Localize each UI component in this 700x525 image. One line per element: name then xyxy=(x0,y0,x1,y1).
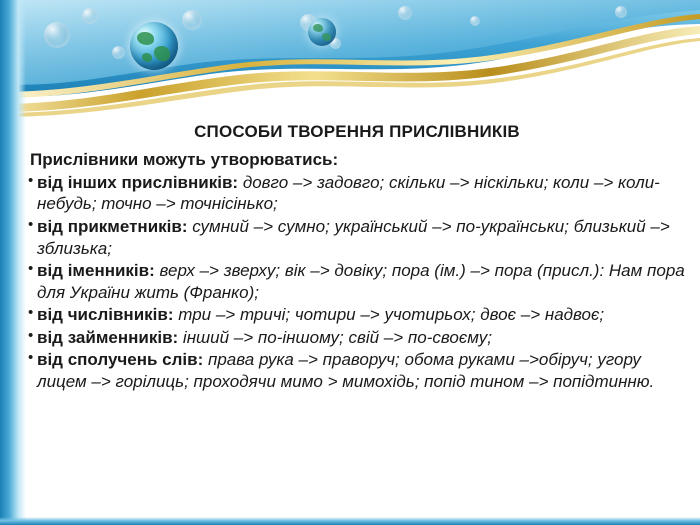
bullet-lead: від іменників: xyxy=(37,261,155,281)
decorative-header-band xyxy=(0,0,700,118)
globe-icon xyxy=(308,18,336,46)
list-item xyxy=(26,327,688,349)
slide-title: СПОСОБИ ТВОРЕННЯ ПРИСЛІВНИКІВ xyxy=(194,122,520,141)
left-decorative-edge xyxy=(0,0,26,525)
bullet-body: інший –> по-іншому; свій –> по-своєму; xyxy=(182,327,492,347)
list-item xyxy=(26,304,688,326)
list-item xyxy=(26,349,688,392)
bullet-body: права рука –> праворуч; обома руками –>обіруч; угору лицем –> горілиць; проходячи мимо > мимохідь; попід тином –> попідтинню. xyxy=(37,350,655,391)
list-item xyxy=(26,216,688,259)
bullet-lead: від сполучень слів: xyxy=(37,350,204,370)
header-wave-graphic xyxy=(0,0,700,118)
bullet-lead: від прикметників: xyxy=(37,216,188,236)
list-item xyxy=(26,172,688,215)
bullet-list xyxy=(26,172,688,393)
slide-content xyxy=(26,122,688,394)
bullet-body: три –> тричі; чотири –> учотирьох; двоє –> надвоє; xyxy=(178,305,605,325)
globe-icon xyxy=(130,22,178,70)
bullet-body: верх –> зверху; вік –> довіку; пора (ім.) –> пора (присл.): Нам пора для України жить (Франко); xyxy=(37,261,685,302)
bullet-lead: від числівників: xyxy=(37,305,174,325)
bullet-body: довго –> задовго; скільки –> ніскільки; коли –> коли-небудь; точно –> точнісінько; xyxy=(37,172,660,214)
bullet-body: сумний –> сумно; український –> по-українськи; близький –> зблизька; xyxy=(37,216,670,258)
bullet-lead: від інших прислівників: xyxy=(37,172,239,192)
bullet-lead: від займенників: xyxy=(37,327,179,347)
slide-lead-text: Прислівники можуть утворюватись: xyxy=(30,149,339,169)
bottom-decorative-edge xyxy=(0,517,700,525)
list-item xyxy=(26,260,688,303)
